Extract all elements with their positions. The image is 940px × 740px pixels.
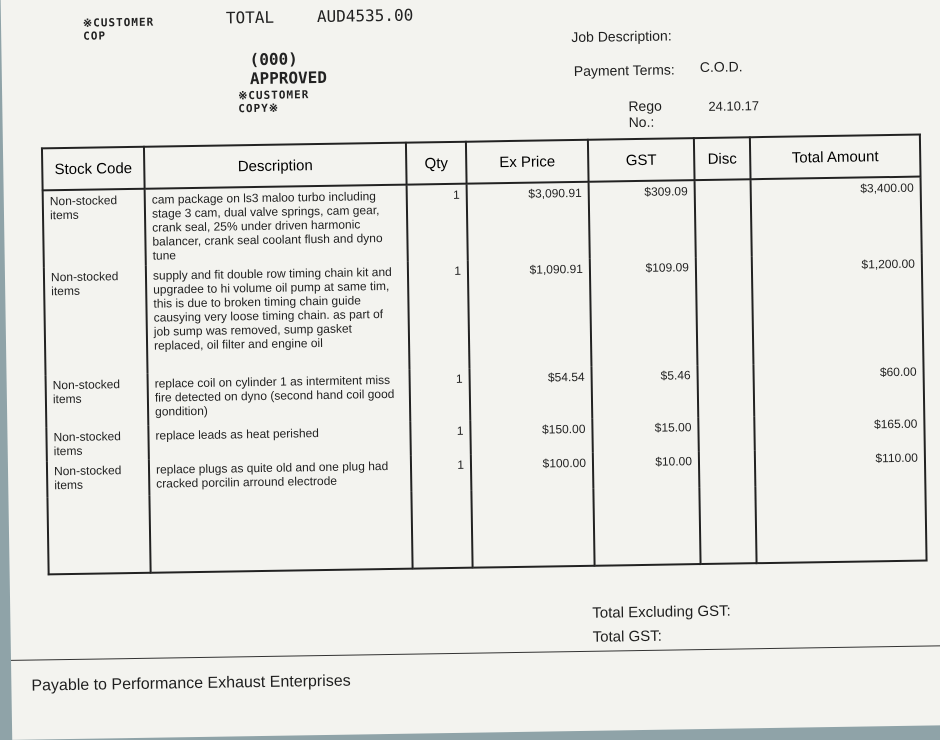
customer-copy-footer: ※CUSTOMER COPY※ [238,88,310,116]
qty-cell: 1 [410,421,471,456]
description-cell: supply and fit double row timing chain kit and upgradee to hi volume oil pump at same tim, this is due to broken timing chain guide causying very loose timing chain. as part of job sump was removed, sump gasket replaced, oil filter and engine oil [146,262,410,374]
receipt-total-label: TOTAL [225,7,275,28]
stock-code-cell: Non-stocked items [46,426,149,462]
total-gst-label: Total GST: [592,627,663,646]
disc-cell [698,416,755,451]
column-header-qty: Qty [406,142,467,185]
qty-cell: 1 [408,261,470,370]
column-header-gst: GST [588,138,695,182]
gst-cell: $15.00 [592,417,699,453]
payment-terms-label: Payment Terms: [573,61,675,79]
table-row [44,254,924,376]
column-header-total-amount: Total Amount [750,135,921,180]
disc-cell [697,364,754,417]
ex-price-cell: $100.00 [471,453,594,491]
stock-code-cell: Non-stocked items [44,266,148,376]
disc-cell [695,179,752,257]
description-cell: cam package on ls3 maloo turbo including stage 3 cam, dual valve springs, cam gear, crank seal, 25% under driven harmonic balancer, crank seal coolant flush and dyno tune [145,185,408,266]
gst-cell: $109.09 [590,257,698,367]
qty-cell: 1 [411,455,472,492]
description-cell: replace leads as heat perished [148,422,411,460]
rego-label: Rego No.: [628,97,662,131]
column-header-description: Description [144,143,407,189]
qty-cell: 1 [409,369,470,422]
receipt-total-value: AUD4535.00 [316,5,414,27]
total-amount-cell: $1,200.00 [752,254,924,365]
disc-cell [696,256,754,365]
total-amount-cell: $3,400.00 [751,177,922,257]
column-header-disc: Disc [694,137,751,180]
total-amount-cell: $60.00 [753,362,924,417]
payment-terms-value: C.O.D. [699,58,743,76]
customer-copy-header: ※CUSTOMER COP [82,15,155,43]
payable-to-text: Payable to Performance Exhaust Enterprises [31,672,351,695]
stock-code-cell: Non-stocked items [47,460,150,498]
ex-price-cell: $54.54 [469,367,592,421]
gst-cell: $5.46 [591,365,698,419]
ex-price-cell: $150.00 [470,419,593,455]
disc-cell [699,450,756,487]
table-filler-row [47,484,926,575]
total-amount-cell: $165.00 [754,414,925,451]
invoice-table [41,134,928,576]
ex-price-cell: $1,090.91 [468,259,592,369]
table-row [43,177,922,268]
qty-cell: 1 [407,184,468,262]
description-cell: replace plugs as quite old and one plug had cracked porcilin arround electrode [149,456,412,496]
column-header-stock-code: Stock Code [42,147,145,191]
approval-status: (000) APPROVED [249,49,328,89]
footer-divider [11,645,940,661]
column-header-ex-price: Ex Price [466,140,589,184]
total-amount-cell: $110.00 [755,448,926,487]
job-description-label: Job Description: [571,27,672,46]
gst-cell: $10.00 [593,451,700,489]
ex-price-cell: $3,090.91 [467,182,590,261]
rego-value: 24.10.17 [708,98,760,114]
gst-cell: $309.09 [589,180,696,259]
stock-code-cell: Non-stocked items [43,189,146,268]
description-cell: replace coil on cylinder 1 as intermitent miss fire detected on dyno (second hand coil good gondition) [148,370,411,426]
total-excl-gst-label: Total Excluding GST: [592,602,731,622]
stock-code-cell: Non-stocked items [46,374,149,428]
